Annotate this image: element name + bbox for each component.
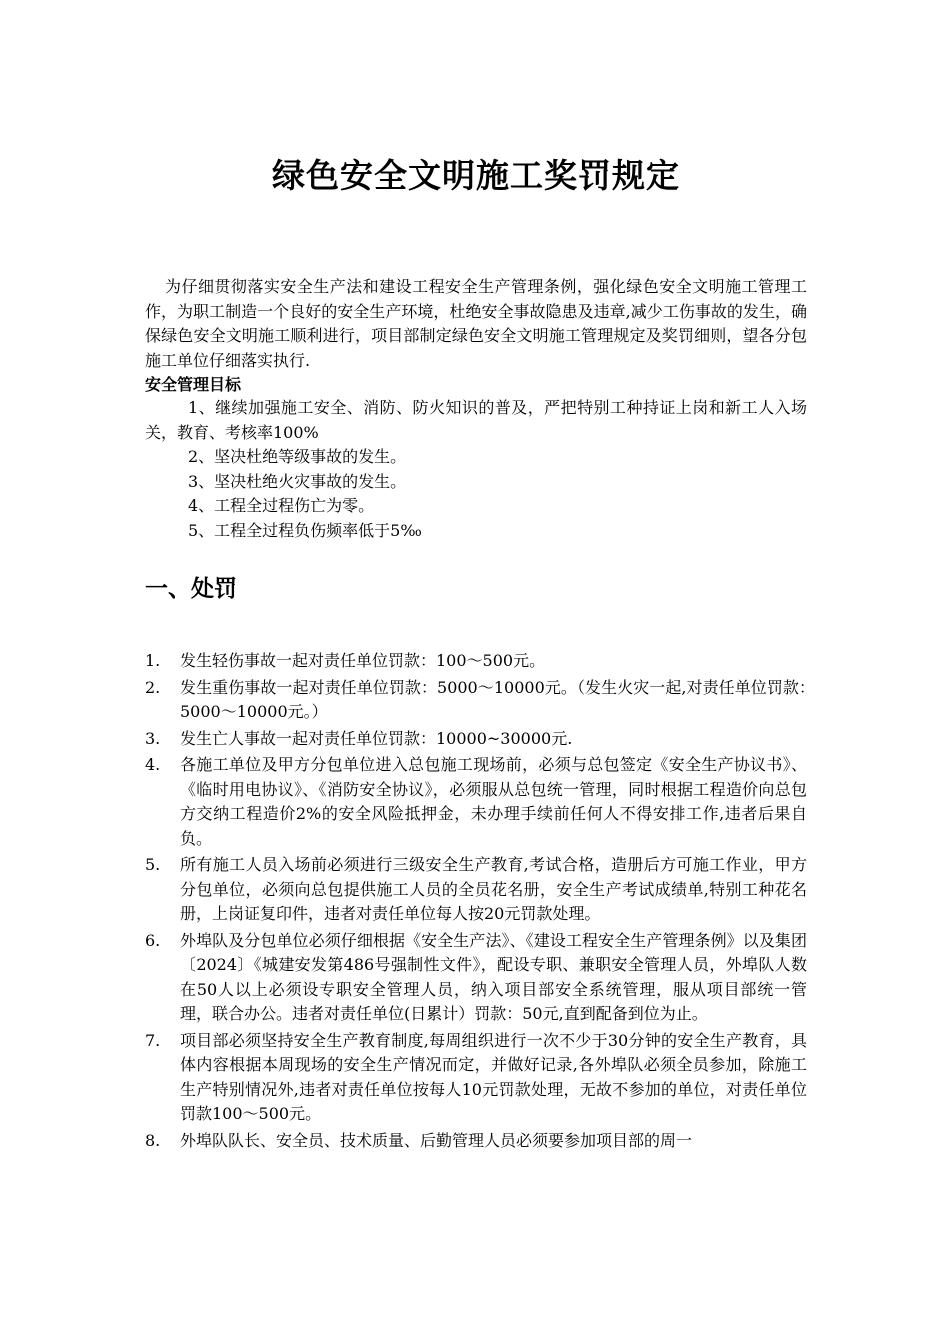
goal-item: 3、坚决杜绝火灾事故的发生。: [188, 471, 407, 491]
penalty-text: 所有施工人员入场前必须进行三级安全生产教育,考试合格，造册后方可施工作业，甲方分包单位，必须向总包提供施工人员的全员花名册，安全生产考试成绩单,特别工种花名册，上岗证复印件，违者对责任单位每人按20元罚款处理。: [180, 855, 807, 923]
goal-item: 4、工程全过程伤亡为零。: [188, 496, 375, 515]
penalty-text: 发生亡人事故一起对责任单位罚款：10000~30000元.: [180, 728, 573, 748]
penalties-list: [145, 649, 824, 1153]
safety-goals-heading: 安全管理目标: [145, 375, 242, 394]
penalty-number: 2.: [145, 677, 161, 697]
penalty-item: [145, 753, 807, 851]
penalty-number: 7.: [145, 1030, 161, 1050]
penalty-number: 4.: [145, 755, 161, 774]
penalty-item: [145, 1029, 807, 1127]
penalty-text: 外埠队及分包单位必须仔细根据《安全生产法》、《建设工程安全生产管理条例》以及集团〔2024〕《城建安发第486号强制性文件》，配设专职、兼职安全管理人员，外埠队人数在50人以上必须设专职安全管理人员，纳入项目部安全系统管理，服从项目部统一管理，联合办公。违者对责任单位(日累计）罚款：50元,直到配备到位为止。: [180, 930, 807, 1023]
penalty-number: 5.: [145, 855, 161, 874]
penalty-item: [145, 676, 824, 725]
goal-item: 1、继续加强施工安全、消防、防火知识的普及，严把特别工种持证上岗和新工人入场关，教育、考核率100%: [145, 398, 807, 442]
penalty-number: 8.: [145, 1130, 161, 1150]
penalty-number: 3.: [145, 728, 161, 748]
penalty-number: 6.: [145, 930, 161, 950]
document-title: 绿色安全文明施工奖罚规定: [272, 156, 680, 195]
penalty-text: 发生重伤事故一起对责任单位罚款：5000～10000元。（发生火灾一起,对责任单位罚款： 5000～10000元。）: [180, 677, 824, 721]
penalty-text: 项目部必须坚持安全生产教育制度,每周组织进行一次不少于30分钟的安全生产教育，具体内容根据本周现场的安全生产情况而定，并做好记录,各外埠队必须全员参加，除施工生产特别情况外,违者对责任单位按每人10元罚款处理，无故不参加的单位，对责任单位罚款100～500元。: [180, 1030, 807, 1123]
penalty-item: [145, 1129, 807, 1154]
penalty-item: [145, 929, 807, 1027]
penalty-item: [145, 649, 807, 674]
penalty-text: 外埠队队长、安全员、技术质量、后勤管理人员必须要参加项目部的周一: [180, 1130, 693, 1150]
penalties-heading: 一、处罚: [145, 576, 237, 602]
penalty-text: 发生轻伤事故一起对责任单位罚款：100～500元。: [180, 651, 546, 670]
goal-item: 5、工程全过程负伤频率低于5‰: [188, 520, 422, 540]
penalty-text: 各施工单位及甲方分包单位进入总包施工现场前，必须与总包签定《安全生产协议书》、《临时用电协议》、《消防安全协议》，必须服从总包统一管理，同时根据工程造价向总包方交纳工程造价2%的安全风险抵押金，未办理手续前任何人不得安排工作,违者后果自负。: [180, 755, 807, 848]
penalty-number: 1.: [145, 651, 161, 670]
intro-paragraph: 为仔细贯彻落实安全生产法和建设工程安全生产管理条例，强化绿色安全文明施工管理工作，为职工制造一个良好的安全生产环境，杜绝安全事故隐患及违章,减少工伤事故的发生，确保绿色安全文明施工顺利进行，项目部制定绿色安全文明施工管理规定及奖罚细则，望各分包施工单位仔细落实执行.: [145, 277, 807, 370]
goal-item: 2、坚决杜绝等级事故的发生。: [188, 447, 407, 466]
safety-goals-section: [145, 373, 807, 543]
penalty-item: [145, 727, 807, 752]
penalty-item: [145, 853, 807, 927]
